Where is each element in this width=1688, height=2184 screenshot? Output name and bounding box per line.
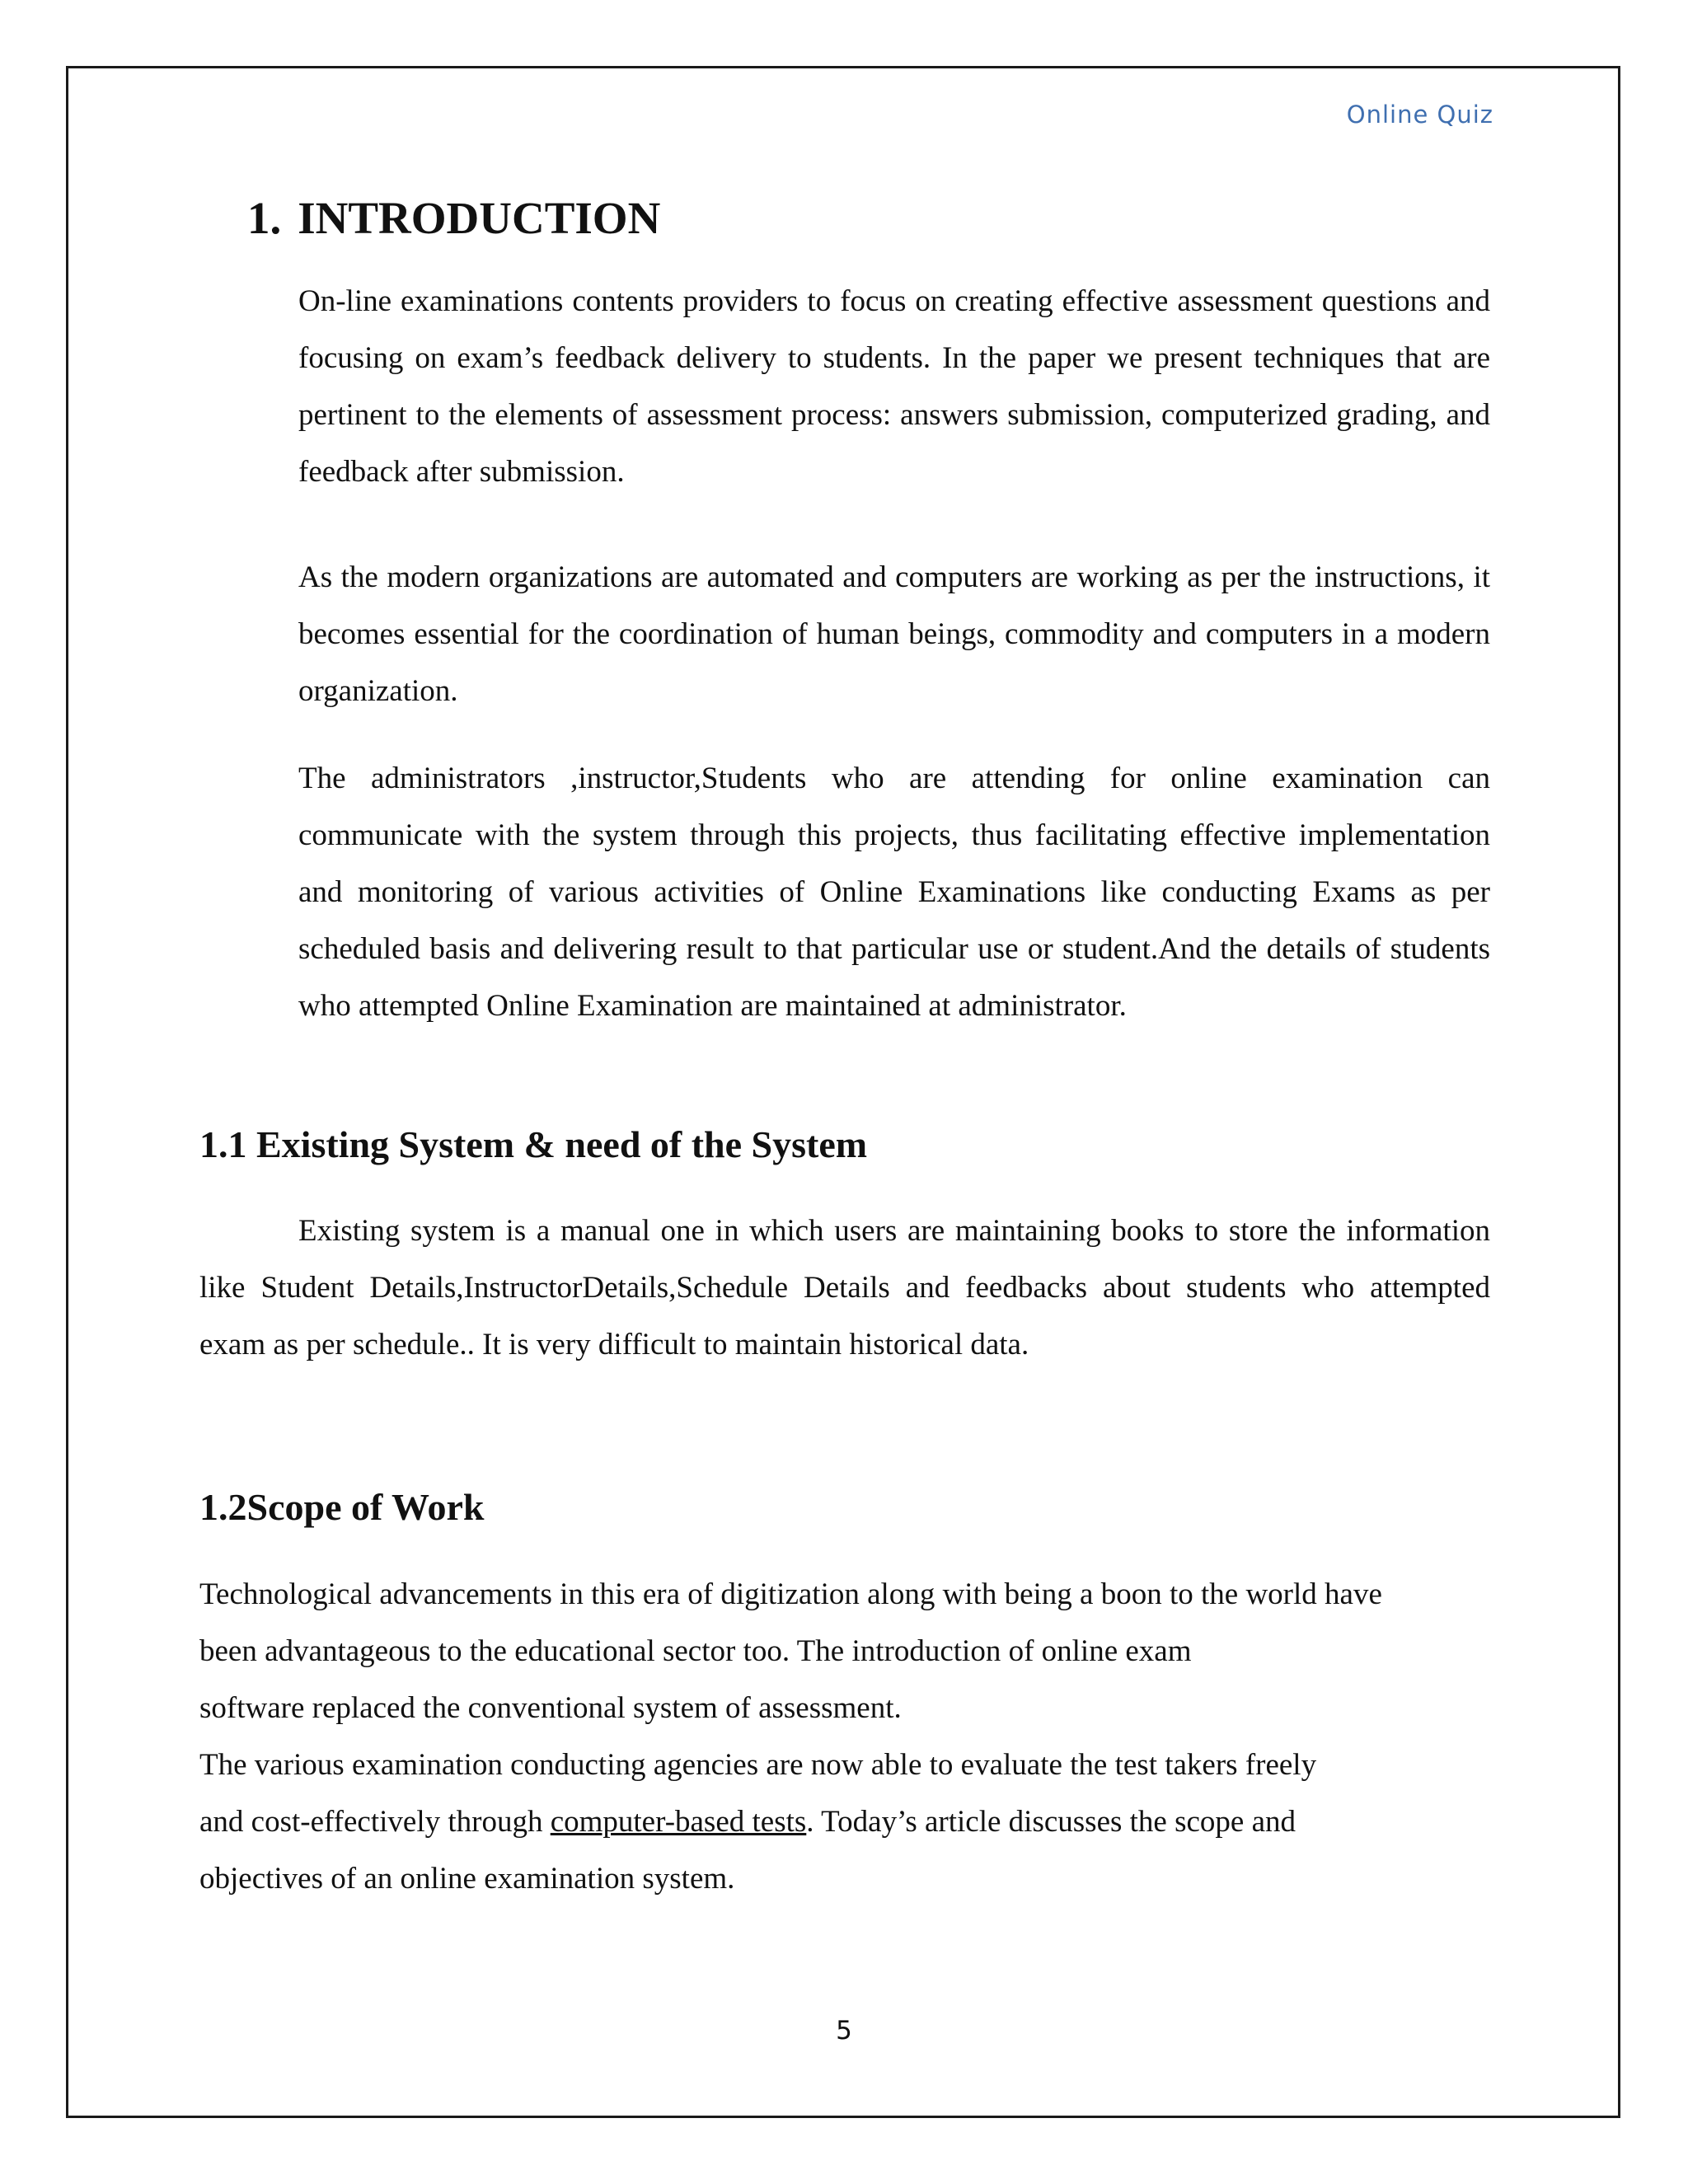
scope-line-2: been advantageous to the educational sector too. The introduction of online exam xyxy=(199,1634,1192,1668)
scope-line-5 xyxy=(199,1793,1490,1850)
computer-based-tests-link[interactable]: computer-based tests xyxy=(550,1805,807,1839)
scope-paragraph xyxy=(199,1566,1490,1907)
section-title: INTRODUCTION xyxy=(298,193,661,243)
intro-paragraph-2: As the modern organizations are automated and computers are working as per the instructions, it becomes essential for the coordination of human beings, commodity and computers in a modern organization. xyxy=(298,560,1490,708)
intro-paragraph-1: On-line examinations contents providers to focus on creating effective assessment questions and focusing on exam’s feedback delivery to students. In the paper we present techniques that are pertinent to the elements of assessment process: answers submission, computerized grading, and feedback after submission. xyxy=(298,284,1490,489)
scope-line-5-end: . Today’s article discusses the scope and xyxy=(806,1805,1296,1839)
existing-system-paragraph: Existing system is a manual one in which users are maintaining books to store the information like Student Details,InstructorDetails,Schedule Details and feedbacks about students who attempted exam as per schedule.. It is very difficult to maintain historical data. xyxy=(199,1214,1490,1361)
page-number: 5 xyxy=(836,2016,852,2046)
scope-line-4: The various examination conducting agencies are now able to evaluate the test takers freely xyxy=(199,1748,1317,1782)
scope-line-3: software replaced the conventional system of assessment. xyxy=(199,1691,902,1725)
section-heading-introduction xyxy=(247,195,660,241)
section-heading-scope-of-work: 1.2Scope of Work xyxy=(199,1486,485,1528)
section-number: 1. xyxy=(247,193,282,243)
section-heading-existing-system: 1.1 Existing System & need of the System xyxy=(199,1123,868,1165)
scope-line-6: objectives of an online examination system. xyxy=(199,1862,735,1896)
scope-line-5-start: and cost-effectively through xyxy=(199,1805,551,1839)
intro-paragraph-3: The administrators ,instructor,Students who are attending for online examination can communicate with the system through this projects, thus facilitating effective implementation and monitoring of various activities of Online Examinations like conducting Exams as per scheduled basis and delivering result to that particular use or student.And the details of students who attempted Online Examination are maintained at administrator. xyxy=(298,762,1490,1023)
running-header: Online Quiz xyxy=(1346,101,1493,129)
scope-line-1: Technological advancements in this era of digitization along with being a boon to the world have xyxy=(199,1577,1382,1611)
